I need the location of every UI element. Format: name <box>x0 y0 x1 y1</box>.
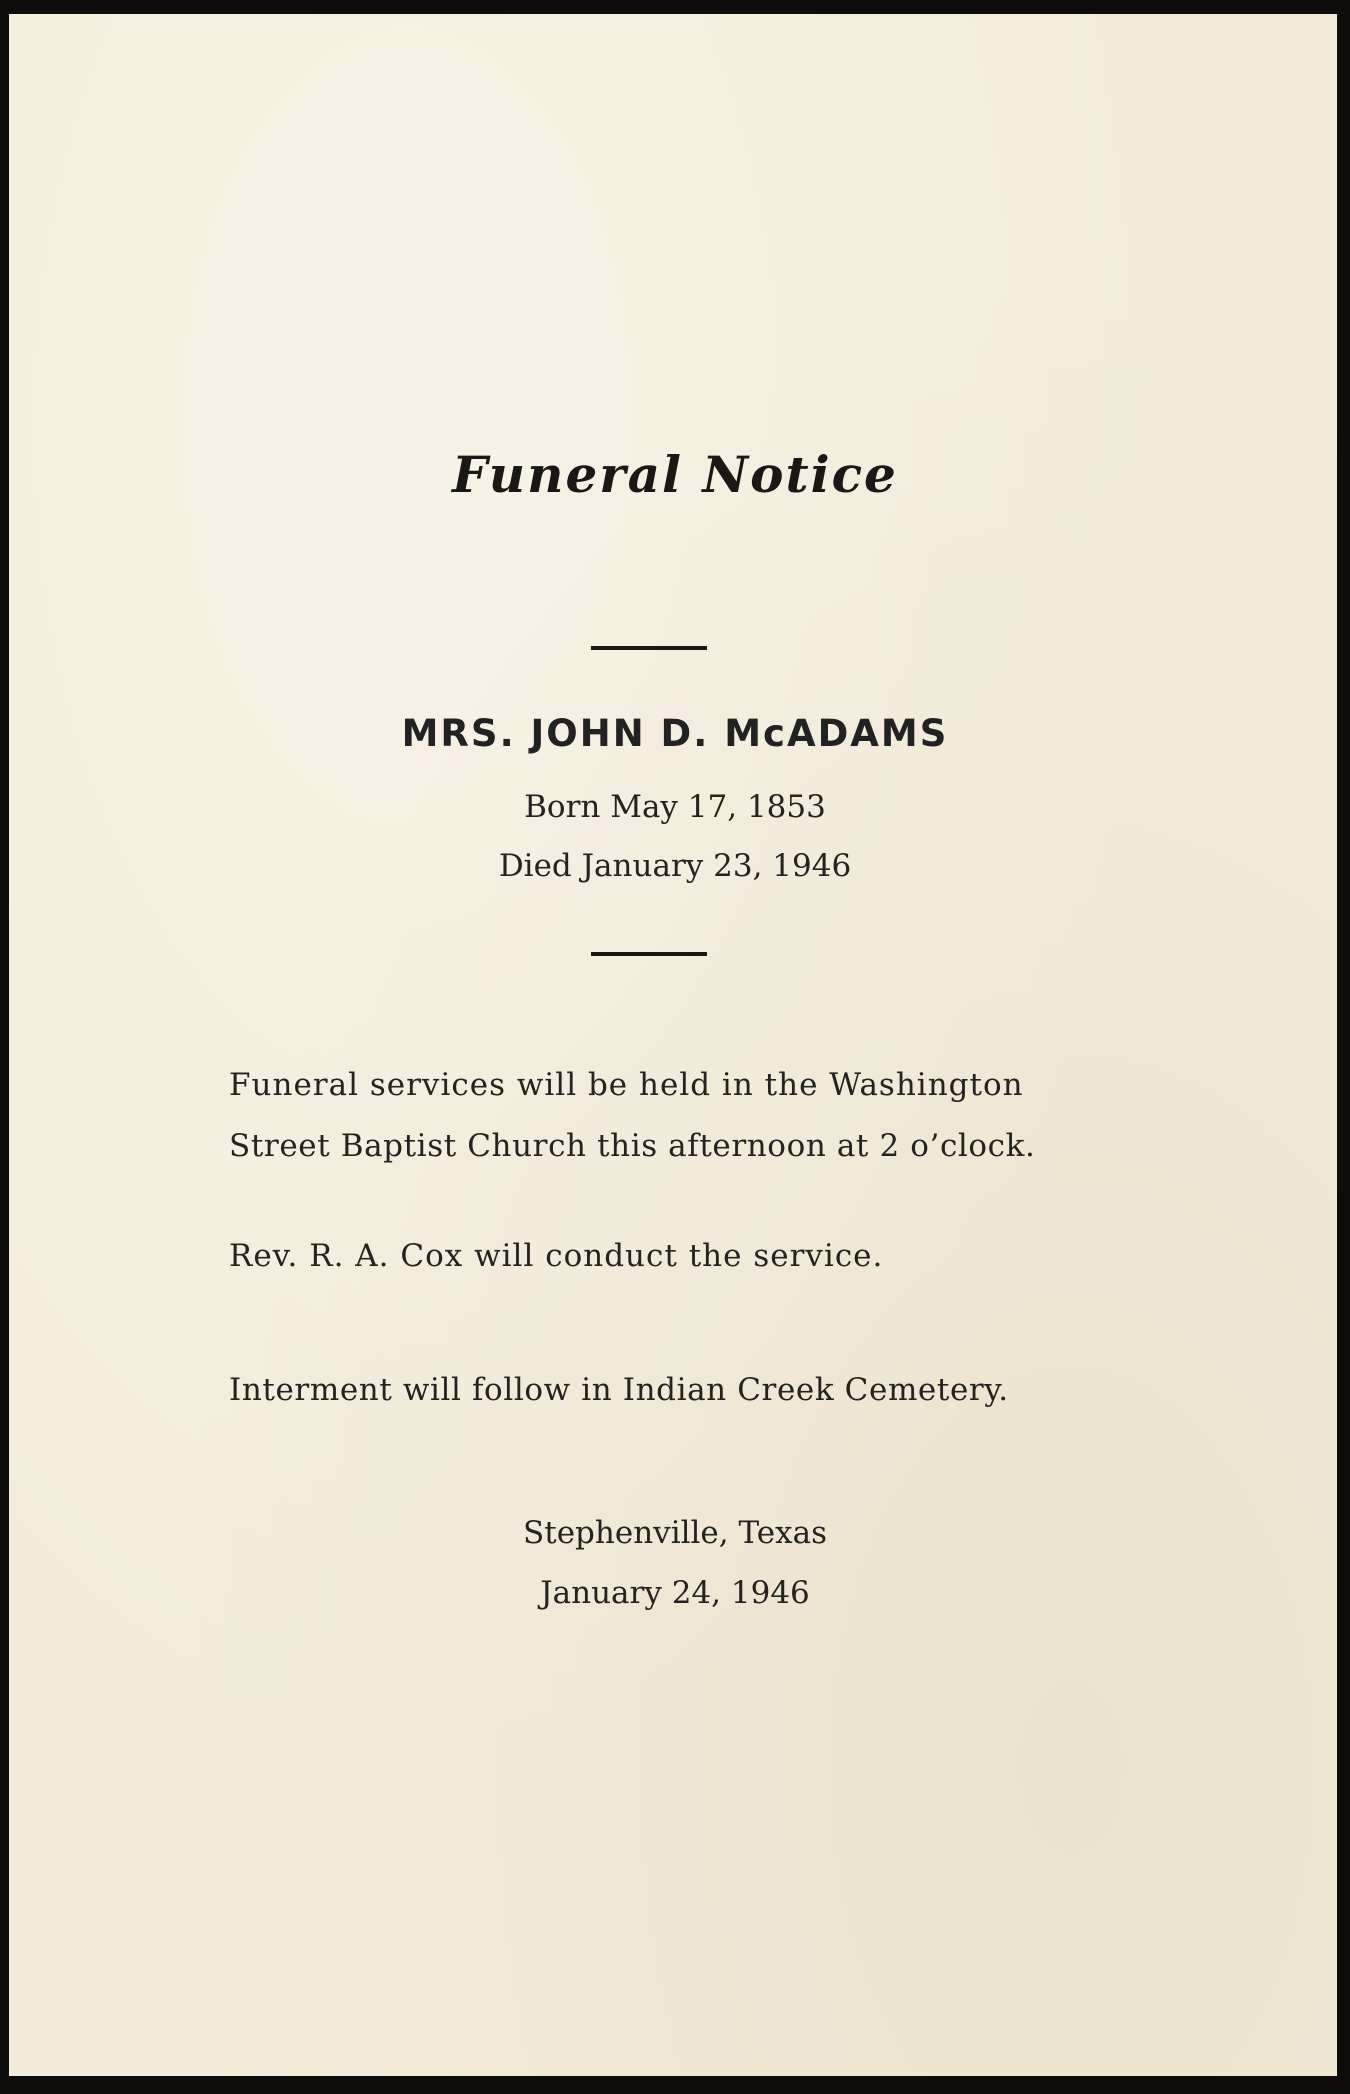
services-line-1: Funeral services will be held in the Washington <box>229 1067 1024 1103</box>
notice-title: Funeral Notice <box>452 445 898 504</box>
funeral-notice-card <box>9 14 1337 2076</box>
deceased-name: MRS. JOHN D. McADAMS <box>401 712 949 755</box>
death-date: Died January 23, 1946 <box>498 848 852 884</box>
interment-line: Interment will follow in Indian Creek Cemetery. <box>229 1372 1009 1408</box>
location-line: Stephenville, Texas <box>523 1515 827 1551</box>
officiant-line: Rev. R. A. Cox will conduct the service. <box>229 1238 884 1274</box>
services-line-2: Street Baptist Church this afternoon at 2 o’clock. <box>229 1128 1036 1164</box>
divider-bottom <box>591 952 707 956</box>
birth-date: Born May 17, 1853 <box>524 789 826 825</box>
notice-date: January 24, 1946 <box>540 1575 810 1611</box>
divider-top <box>591 646 707 650</box>
